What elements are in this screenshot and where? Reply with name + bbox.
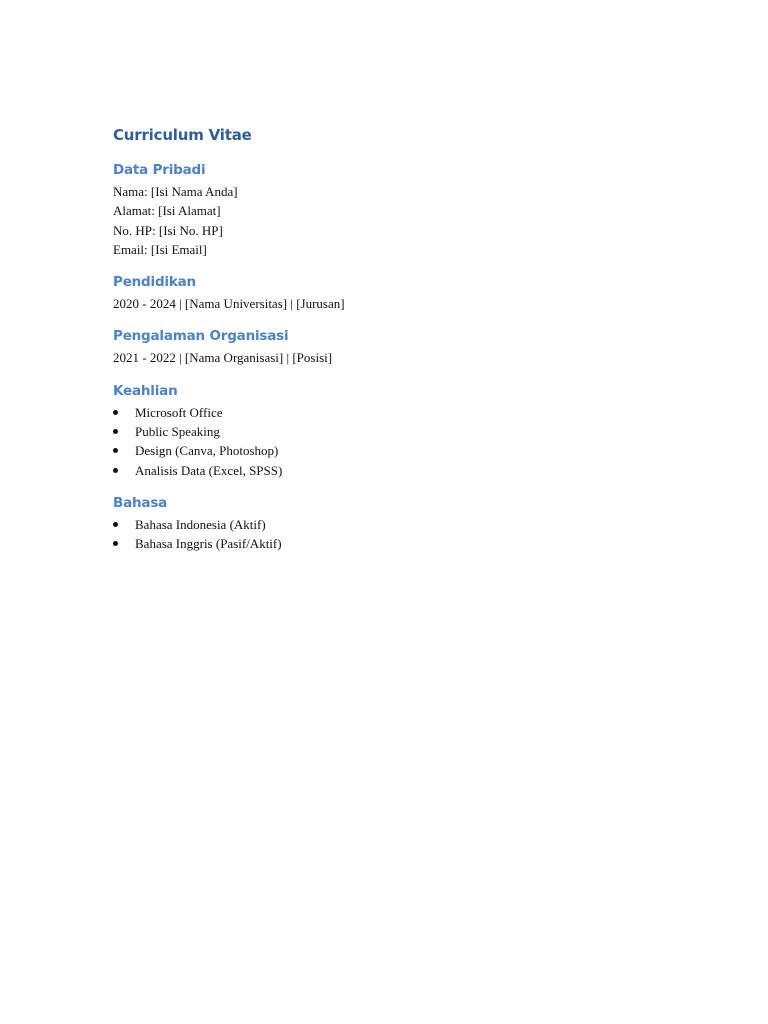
bullet-icon [113, 522, 118, 527]
personal-email-line: Email: [Isi Email] [113, 241, 207, 257]
personal-address-line: Alamat: [Isi Alamat] [113, 203, 221, 219]
bullet-icon [113, 429, 118, 434]
bullet-icon [113, 410, 118, 415]
bullet-icon [113, 448, 118, 453]
document-content [113, 124, 653, 567]
list-item [113, 422, 653, 441]
section-heading-data-pribadi: Data Pribadi [113, 162, 206, 178]
language-label: Bahasa Inggris (Pasif/Aktif) [135, 536, 282, 552]
personal-phone-line: No. HP: [Isi No. HP] [113, 222, 223, 238]
skills-list [113, 403, 653, 480]
bullet-icon [113, 541, 118, 546]
list-item [113, 534, 653, 553]
skill-label: Analisis Data (Excel, SPSS) [135, 462, 283, 478]
list-item [113, 515, 653, 534]
section-keahlian [113, 381, 653, 480]
language-label: Bahasa Indonesia (Aktif) [135, 516, 266, 532]
skill-label: Microsoft Office [135, 404, 223, 420]
organization-entry: 2021 - 2022 | [Nama Organisasi] | [Posisi] [113, 350, 333, 366]
section-heading-pendidikan: Pendidikan [113, 274, 196, 291]
section-heading-pengalaman-organisasi: Pengalaman Organisasi [113, 328, 289, 345]
document-title: Curriculum Vitae [113, 126, 252, 144]
personal-name-line: Nama: [Isi Nama Anda] [113, 184, 238, 199]
education-entry: 2020 - 2024 | [Nama Universitas] | [Jurusan] [113, 296, 345, 312]
section-data-pribadi [113, 160, 653, 259]
skill-label: Design (Canva, Photoshop) [135, 443, 279, 459]
section-heading-bahasa: Bahasa [113, 494, 168, 511]
section-bahasa [113, 493, 653, 554]
list-item [113, 441, 653, 460]
skill-label: Public Speaking [135, 424, 220, 440]
list-item [113, 461, 653, 480]
section-pendidikan [113, 272, 653, 313]
section-pengalaman-organisasi [113, 326, 653, 367]
list-item [113, 403, 653, 422]
section-heading-keahlian: Keahlian [113, 382, 178, 399]
languages-list [113, 515, 653, 554]
bullet-icon [113, 468, 118, 473]
